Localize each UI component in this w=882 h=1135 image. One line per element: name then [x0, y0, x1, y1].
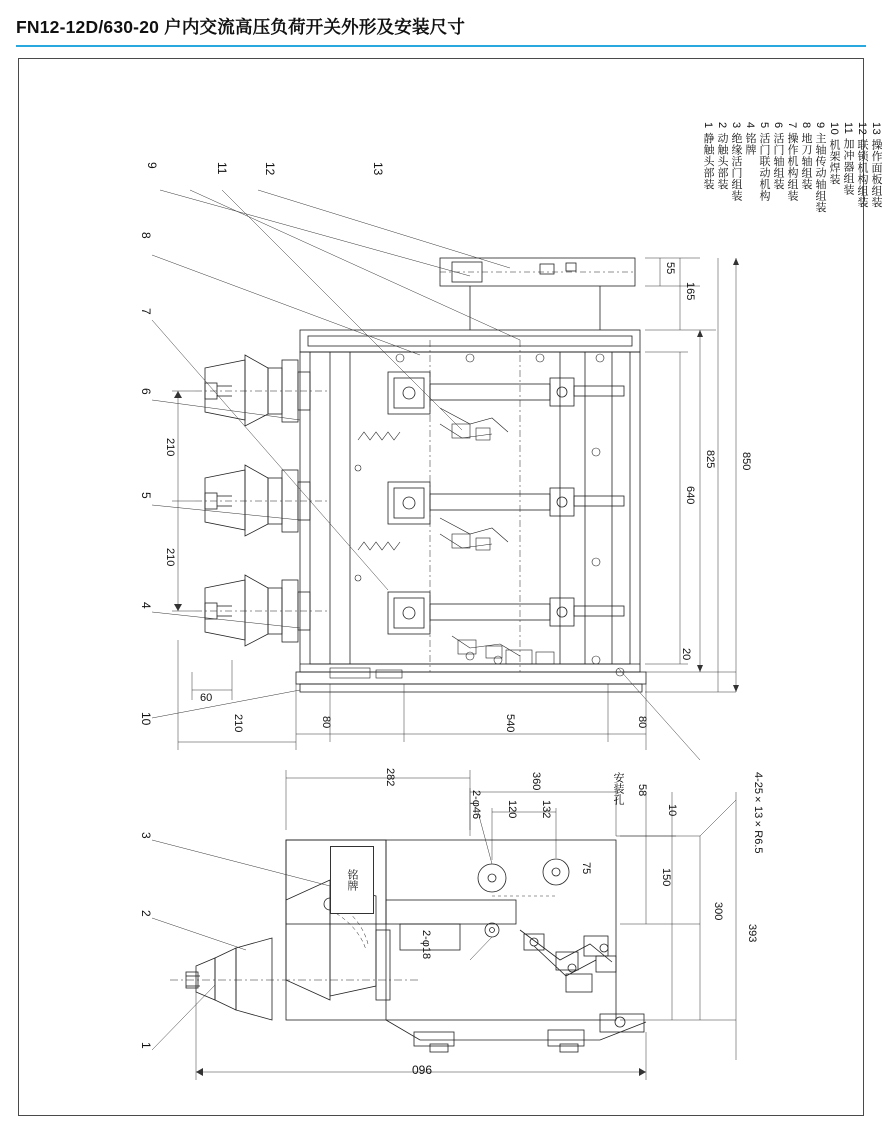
callout-2: 2 [139, 910, 153, 917]
hole-slot-spec: 4-25×13×R6.5 [752, 772, 764, 854]
callout-13: 13 [371, 162, 385, 176]
mounting-hole-note: 安装孔 [612, 772, 624, 805]
page-title: FN12-12D/630-20 户内交流高压负荷开关外形及安装尺寸 [16, 17, 466, 37]
callout-10: 9 [145, 162, 159, 169]
dim-360: 360 [530, 772, 542, 791]
legend-item-3: 3 绝缘活门组装 [730, 122, 742, 202]
dim-825: 825 [704, 450, 716, 469]
dim-75: 75 [580, 862, 592, 875]
dim-210-upper: 210 [164, 438, 176, 457]
callout-9: 8 [139, 232, 153, 239]
nameplate-box: 铭牌 [330, 846, 374, 914]
legend-item-9: 9 主轴传动轴组装 [814, 122, 826, 213]
dim-150: 150 [660, 868, 672, 887]
callout-7: 6 [139, 388, 153, 395]
callout-5: 4 [139, 602, 153, 609]
legend-item-6: 6 活门轴组装 [772, 122, 784, 190]
dim-640: 640 [684, 486, 696, 505]
legend-item-13: 13 操作面板组装 [870, 122, 882, 208]
dim-55: 55 [664, 262, 676, 275]
callout-12: 12 [263, 162, 277, 176]
callout-6: 5 [139, 492, 153, 499]
legend-item-7: 7 操作机构组装 [786, 122, 798, 202]
hole-2-phi46: 2-φ46 [470, 790, 482, 820]
callout-1: 1 [139, 1042, 153, 1049]
dim-132: 132 [540, 800, 552, 819]
dim-850: 850 [740, 452, 752, 471]
dim-282: 282 [384, 768, 396, 787]
dim-165: 165 [684, 282, 696, 301]
dim-393: 393 [746, 924, 758, 943]
legend-item-12: 12 联锁机构组装 [856, 122, 868, 208]
callout-11: 11 [215, 162, 229, 175]
dim-20: 20 [680, 648, 692, 661]
legend-item-4: 4 铭牌 [744, 122, 756, 156]
dim-210-lower: 210 [164, 548, 176, 567]
dim-58: 58 [636, 784, 648, 797]
dim-80-left: 80 [320, 716, 332, 729]
legend-item-11: 11 加冲器组装 [842, 122, 854, 196]
hole-2-phi18: 2-φ18 [420, 930, 432, 960]
legend-item-8: 8 地刀轴组装 [800, 122, 812, 190]
dim-10: 10 [666, 804, 678, 817]
legend-item-10: 10 机架焊装 [828, 122, 840, 185]
dim-300: 300 [712, 902, 724, 921]
legend-item-1: 1 静触头部装 [702, 122, 714, 190]
parts-legend [700, 122, 882, 213]
legend-item-5: 5 活门联动机构 [758, 122, 770, 202]
dim-120: 120 [506, 800, 518, 819]
dim-540: 540 [504, 714, 516, 733]
callout-8: 7 [139, 308, 153, 315]
callout-3: 3 [139, 832, 153, 839]
legend-item-2: 2 动触头部装 [716, 122, 728, 190]
callout-4: 10 [139, 712, 153, 726]
dim-60: 60 [200, 692, 213, 704]
dim-210-bottom: 210 [232, 714, 244, 733]
dim-80-right: 80 [636, 716, 648, 729]
dim-960: 096 [412, 1063, 433, 1077]
